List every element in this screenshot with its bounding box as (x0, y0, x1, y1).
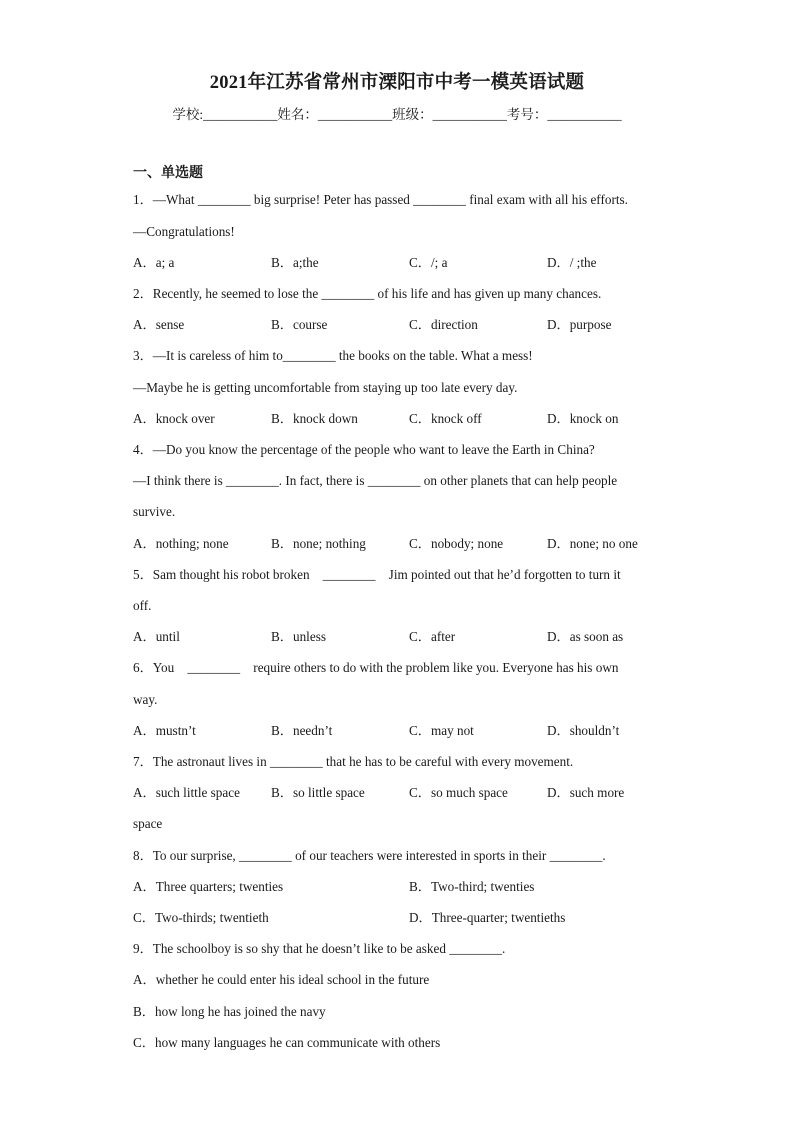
q7-option-d-cont: space (133, 816, 163, 831)
q3-option-b: B．knock down (271, 411, 358, 426)
q4-option-b: B．none; nothing (271, 536, 366, 551)
q9-option-a: A．whether he could enter his ideal school in the future (133, 972, 430, 987)
q4-option-a: A．nothing; none (133, 536, 229, 551)
q1-option-c: C．/; a (409, 255, 448, 270)
question-4-stem-cont2: survive. (133, 504, 176, 519)
q9-option-c: C．how many languages he can communicate with others (133, 1035, 441, 1050)
q2-option-c: C．direction (409, 317, 478, 332)
q7-option-a: A．such little space (133, 785, 240, 800)
q8-option-b: B．Two-third; twenties (409, 879, 535, 894)
question-6-stem: 6．You ________ require others to do with the problem like you. Everyone has his own (133, 660, 619, 675)
q6-option-a: A．mustn’t (133, 723, 196, 738)
q1-option-d: D．/ ;the (547, 255, 597, 270)
q8-option-a: A．Three quarters; twenties (133, 879, 284, 894)
q9-option-b: B．how long he has joined the navy (133, 1004, 326, 1019)
q2-option-b: B．course (271, 317, 328, 332)
question-7-stem: 7．The astronaut lives in ________ that he has to be careful with every movement. (133, 754, 574, 769)
question-5-stem: 5．Sam thought his robot broken ________ Jim pointed out that he’d forgotten to turn it (133, 567, 621, 582)
q6-option-c: C．may not (409, 723, 474, 738)
q3-option-a: A．knock over (133, 411, 215, 426)
question-4-stem: 4．—Do you know the percentage of the people who want to leave the Earth in China? (133, 442, 595, 457)
q7-option-c: C．so much space (409, 785, 508, 800)
q6-option-d: D．shouldn’t (547, 723, 620, 738)
q3-option-c: C．knock off (409, 411, 482, 426)
question-8-stem: 8．To our surprise, ________ of our teachers were interested in sports in their ________. (133, 848, 606, 863)
q5-option-c: C．after (409, 629, 456, 644)
question-3-stem-cont: —Maybe he is getting uncomfortable from staying up too late every day. (133, 380, 518, 395)
q4-option-d: D．none; no one (547, 536, 638, 551)
question-1-stem-cont: —Congratulations! (133, 224, 235, 239)
q7-option-b: B．so little space (271, 785, 365, 800)
q8-option-d: D．Three-quarter; twentieths (409, 910, 566, 925)
q2-option-d: D．purpose (547, 317, 612, 332)
section-title: 一、单选题 (133, 166, 203, 181)
q3-option-d: D．knock on (547, 411, 619, 426)
question-1-stem: 1．—What ________ big surprise! Peter has passed ________ final exam with all his efforts. (133, 192, 628, 207)
q4-option-c: C．nobody; none (409, 536, 504, 551)
question-4-stem-cont: —I think there is ________. In fact, there is ________ on other planets that can help people (133, 473, 618, 488)
exam-title: 2021年江苏省常州市溧阳市中考一模英语试题 (209, 73, 585, 93)
q1-option-b: B．a;the (271, 255, 319, 270)
question-6-stem-cont: way. (133, 692, 158, 707)
q7-option-d: D．such more (547, 785, 625, 800)
question-9-stem: 9．The schoolboy is so shy that he doesn’t like to be asked ________. (133, 941, 506, 956)
question-3-stem: 3．—It is careless of him to________ the books on the table. What a mess! (133, 348, 533, 363)
q1-option-a: A．a; a (133, 255, 175, 270)
q5-option-a: A．until (133, 629, 180, 644)
question-2-stem: 2．Recently, he seemed to lose the ________ of his life and has given up many chances. (133, 286, 602, 301)
q6-option-b: B．needn’t (271, 723, 333, 738)
q8-option-c: C．Two-thirds; twentieth (133, 910, 269, 925)
q2-option-a: A．sense (133, 317, 185, 332)
student-info-line: 学校:___________姓名：___________班级：___________考号：___________ (172, 107, 622, 122)
question-5-stem-cont: off. (133, 598, 152, 613)
q5-option-b: B．unless (271, 629, 326, 644)
q5-option-d: D．as soon as (547, 629, 624, 644)
